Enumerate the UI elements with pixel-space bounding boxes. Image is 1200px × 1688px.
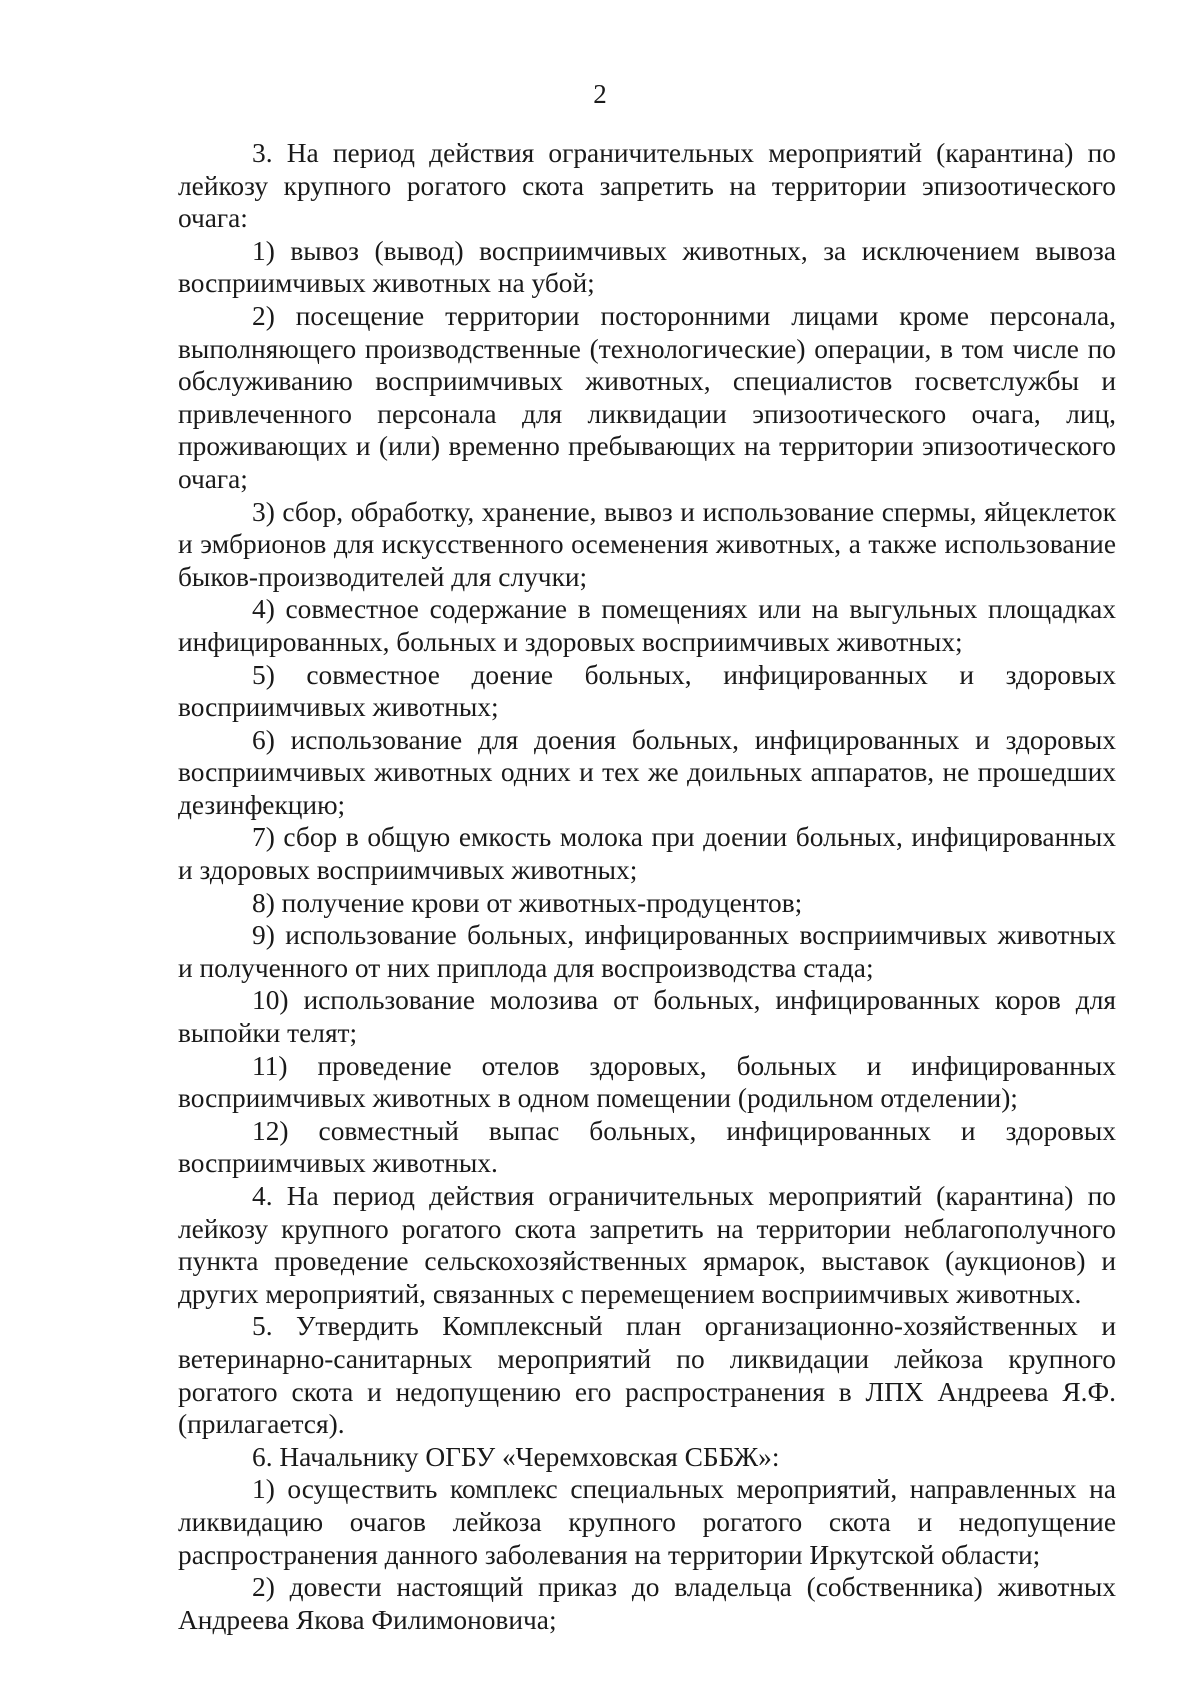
paragraph-subitem-3-7: 7) сбор в общую емкость молока при доении больных, инфицированных и здоровых восприимчивых животных; [178, 822, 1116, 886]
paragraph-subitem-3-5: 5) совместное доение больных, инфицированных и здоровых восприимчивых животных; [178, 659, 1116, 723]
paragraph-subitem-3-10: 10) использование молозива от больных, инфицированных коров для выпойки телят; [178, 985, 1116, 1049]
paragraph-subitem-6-1: 1) осуществить комплекс специальных мероприятий, направленных на ликвидацию очагов лейкоза крупного рогатого скота и недопущение распространения данного заболевания на территории Иркутской области; [178, 1474, 1116, 1570]
paragraph-subitem-3-8: 8) получение крови от животных-продуцентов; [252, 887, 803, 918]
paragraph-item-4: 4. На период действия ограничительных мероприятий (карантина) по лейкозу крупного рогатого скота запретить на территории неблагополучного пункта проведение сельскохозяйственных ярмарок, выставок (аукционов) и других мероприятий, связанных с перемещением восприимчивых животных. [178, 1181, 1116, 1309]
paragraph-subitem-3-12: 12) совместный выпас больных, инфицированных и здоровых восприимчивых животных. [178, 1115, 1116, 1179]
paragraph-subitem-3-9: 9) использование больных, инфицированных восприимчивых животных и полученного от них приплода для воспроизводства стада; [178, 920, 1116, 983]
paragraph-item-6: 6. Начальнику ОГБУ «Черемховская СББЖ»: [252, 1441, 780, 1472]
paragraph-subitem-3-2: 2) посещение территории посторонними лицами кроме персонала, выполняющего производственные (технологические) операции, в том числе по обслуживанию восприимчивых животных, специалистов госветслужбы и привлеченного персонала для ликвидации эпизоотического очага, лиц, проживающих и (или) временно пребывающих на территории эпизоотического очага; [178, 300, 1116, 494]
paragraph-item-3: 3. На период действия ограничительных мероприятий (карантина) по лейкозу крупного рогатого скота запретить на территории эпизоотического очага: [178, 138, 1116, 234]
paragraph-subitem-3-1: 1) вывоз (вывод) восприимчивых животных, за исключением вывоза восприимчивых животных на убой; [178, 235, 1116, 299]
paragraph-subitem-6-2: 2) довести настоящий приказ до владельца (собственника) животных Андреева Якова Филимоновича; [178, 1572, 1116, 1635]
document-body [178, 137, 1116, 1636]
paragraph-subitem-3-6: 6) использование для доения больных, инфицированных и здоровых восприимчивых животных одних и тех же доильных аппаратов, не прошедших дезинфекцию; [178, 724, 1116, 820]
paragraph-subitem-3-11: 11) проведение отелов здоровых, больных и инфицированных восприимчивых животных в одном помещении (родильном отделении); [178, 1050, 1116, 1114]
paragraph-subitem-3-3: 3) сбор, обработку, хранение, вывоз и использование спермы, яйцеклеток и эмбрионов для искусственного осеменения животных, а также использование быков-производителей для случки; [178, 496, 1116, 592]
page-number: 2 [593, 79, 607, 109]
paragraph-subitem-3-4: 4) совместное содержание в помещениях или на выгульных площадках инфицированных, больных и здоровых восприимчивых животных; [178, 594, 1116, 657]
paragraph-item-5: 5. Утвердить Комплексный план организационно-хозяйственных и ветеринарно-санитарных мероприятий по ликвидации лейкоза крупного рогатого скота и недопущению его распространения в ЛПХ Андреева Я.Ф. (прилагается). [178, 1311, 1116, 1440]
